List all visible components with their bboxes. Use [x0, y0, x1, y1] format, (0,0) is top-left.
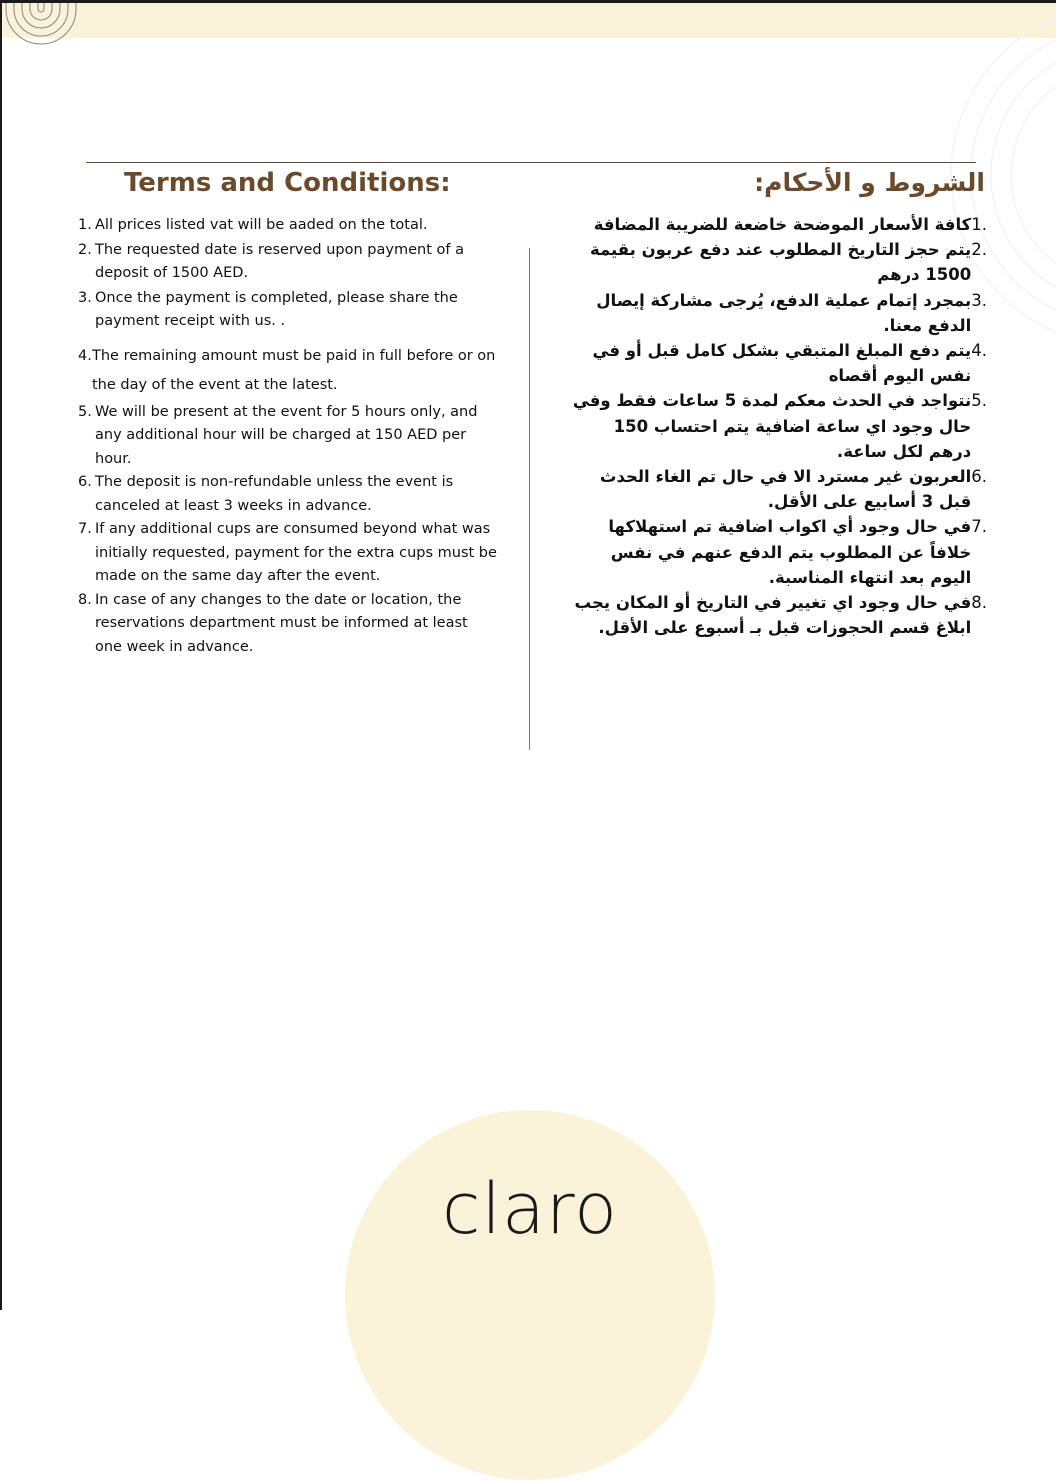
term-text: The deposit is non-refundable unless the event is canceled at least 3 weeks in advance. — [95, 474, 454, 514]
term-number: .2 — [971, 240, 987, 260]
term-number: .1 — [971, 215, 987, 234]
english-term-item — [78, 471, 498, 518]
term-text: If any additional cups are consumed beyond what was initially requested, payment for the extra cups must be made on the same day after the event. — [95, 521, 497, 584]
arabic-title: الشروط و الأحكام: — [754, 168, 985, 197]
term-text: The requested date is reserved upon payment of a deposit of 1500 AED. — [95, 241, 464, 281]
english-title: Terms and Conditions: — [124, 168, 451, 198]
arabic-term-item — [567, 590, 987, 640]
term-number: .7 — [971, 517, 987, 537]
term-text: يتم دفع المبلغ المتبقي بشكل كامل قبل أو في نفس اليوم أقصاه — [592, 341, 972, 386]
english-term-item — [78, 214, 498, 238]
term-text: في حال وجود اي تغيير في التاريخ أو المكان يجب ابلاغ قسم الحجوزات قبل بـ أسبوع على الأقل. — [574, 593, 972, 638]
english-term-item — [78, 239, 498, 286]
term-number: 1. — [78, 217, 92, 233]
term-text: Once the payment is completed, please share the payment receipt with us. . — [95, 289, 458, 329]
term-text: نتواجد في الحدث معكم لمدة 5 ساعات فقط وفي حال وجود اي ساعة اضافية يتم احتساب 150 درهم لكل ساعة. — [572, 391, 972, 461]
english-term-item — [78, 342, 498, 400]
term-number: 7. — [78, 521, 92, 537]
term-text: We will be present at the event for 5 hours only, and any additional hour will be charged at 150 AED per hour. — [95, 403, 478, 467]
english-term-item — [78, 589, 498, 660]
corner-arcs-decoration-icon — [2, 3, 82, 47]
arabic-term-item — [567, 388, 987, 464]
term-text: بمجرد إتمام عملية الدفع، يُرجى مشاركة إيصال الدفع معنا. — [596, 290, 972, 335]
english-term-item — [78, 518, 498, 589]
arabic-term-item — [567, 237, 987, 287]
term-text: كافة الأسعار الموضحة خاضعة للضريبة المضافة — [593, 215, 972, 234]
english-terms-list — [78, 214, 498, 659]
term-number: 3. — [78, 289, 92, 306]
term-text: العربون غير مسترد الا في حال تم الغاء الحدث قبل 3 أسابيع على الأقل. — [599, 467, 972, 512]
brand-logo: claro — [442, 1168, 618, 1250]
term-number: .8 — [971, 593, 987, 613]
arabic-term-item — [567, 514, 987, 590]
page-left-border — [0, 0, 2, 1310]
term-number: .4 — [971, 341, 987, 361]
term-text: All prices listed vat will be aaded on the total. — [95, 217, 428, 233]
term-text: In case of any changes to the date or location, the reservations department must be informed at least one week in advance. — [95, 591, 468, 655]
column-divider — [529, 248, 530, 750]
top-decorative-band — [2, 3, 1056, 38]
term-text: يتم حجز التاريخ المطلوب عند دفع عربون بقيمة 1500 درهم — [589, 240, 972, 285]
term-number: .5 — [971, 391, 987, 411]
arabic-term-item — [567, 288, 987, 338]
term-number: 2. — [78, 241, 92, 258]
term-number: 8. — [78, 591, 92, 608]
english-term-item — [78, 287, 498, 334]
term-number: 5. — [78, 403, 92, 420]
term-number: 6. — [78, 474, 92, 490]
english-term-item — [78, 401, 498, 472]
term-number: .3 — [971, 290, 987, 310]
header-divider — [86, 162, 976, 163]
arabic-term-item — [567, 212, 987, 237]
term-number: .6 — [971, 467, 987, 487]
arabic-term-item — [567, 338, 987, 388]
term-text: The remaining amount must be paid in full before or on the day of the event at the latest. — [92, 347, 496, 393]
term-text: في حال وجود أي اكواب اضافية تم استهلاكها خلافاً عن المطلوب يتم الدفع عنهم في نفس اليوم بعد انتهاء المناسبة. — [608, 517, 972, 587]
logo-background-circle — [345, 1110, 715, 1480]
term-number: 4. — [78, 347, 92, 364]
arabic-terms-list — [567, 212, 987, 640]
arabic-term-item — [567, 464, 987, 514]
